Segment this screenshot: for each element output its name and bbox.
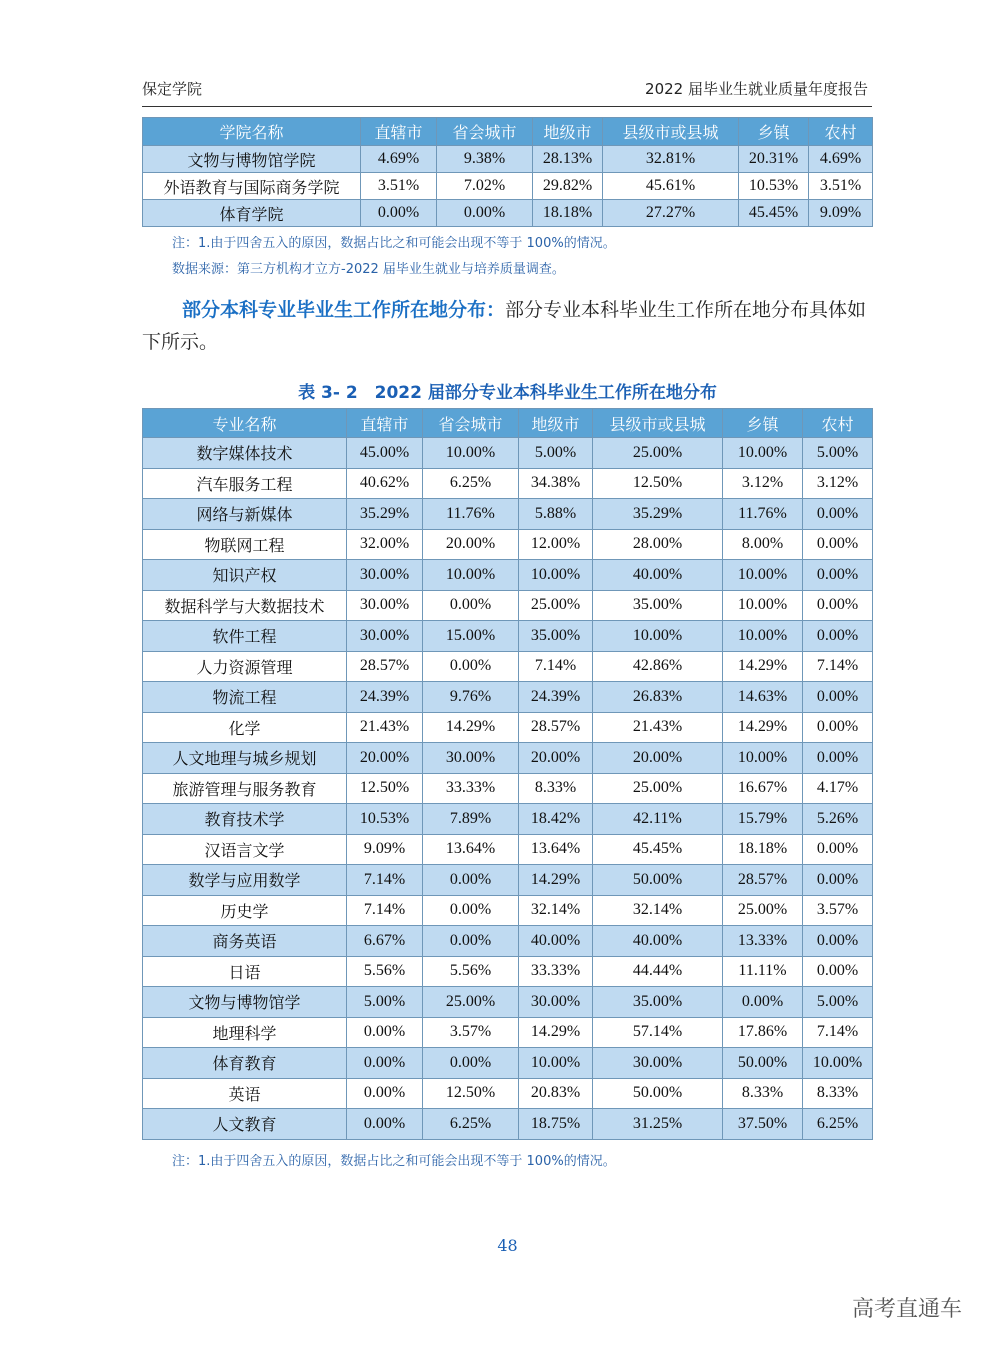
value-cell: 0.00% — [423, 590, 519, 621]
column-header: 省会城市 — [437, 118, 533, 146]
row-label-cell: 化学 — [143, 712, 347, 743]
value-cell: 13.64% — [423, 834, 519, 865]
value-cell: 0.00% — [723, 987, 803, 1018]
column-header: 直辖市 — [361, 118, 437, 146]
value-cell: 35.00% — [519, 621, 593, 652]
value-cell: 5.56% — [347, 956, 423, 987]
value-cell: 7.14% — [519, 651, 593, 682]
value-cell: 10.53% — [347, 804, 423, 835]
value-cell: 40.00% — [593, 560, 723, 591]
table-note: 注：1.由于四舍五入的原因，数据占比之和可能会出现不等于 100%的情况。 — [172, 236, 616, 251]
row-label-cell: 英语 — [143, 1078, 347, 1109]
value-cell: 26.83% — [593, 682, 723, 713]
value-cell: 25.00% — [423, 987, 519, 1018]
row-label-cell: 历史学 — [143, 895, 347, 926]
value-cell: 15.00% — [423, 621, 519, 652]
value-cell: 45.45% — [593, 834, 723, 865]
value-cell: 4.69% — [809, 146, 873, 173]
table-row — [143, 1109, 873, 1140]
row-label-cell: 汉语言文学 — [143, 834, 347, 865]
value-cell: 0.00% — [803, 529, 873, 560]
row-label-cell: 物流工程 — [143, 682, 347, 713]
value-cell: 3.51% — [361, 173, 437, 200]
column-header: 地级市 — [533, 118, 603, 146]
value-cell: 30.00% — [519, 987, 593, 1018]
table-row — [143, 895, 873, 926]
header-report-title: 2022 届毕业生就业质量年度报告 — [645, 80, 868, 98]
table-row — [143, 773, 873, 804]
column-header: 地级市 — [519, 409, 593, 438]
page-number: 48 — [497, 1236, 518, 1255]
data-source-note: 数据来源：第三方机构才立方-2022 届毕业生就业与培养质量调查。 — [172, 262, 565, 277]
column-header: 县级市或县城 — [593, 409, 723, 438]
table-row — [143, 682, 873, 713]
value-cell: 0.00% — [803, 926, 873, 957]
value-cell: 20.00% — [593, 743, 723, 774]
value-cell: 28.00% — [593, 529, 723, 560]
watermark: 高考直通车 — [851, 1297, 962, 1322]
value-cell: 45.00% — [347, 438, 423, 469]
row-label-cell: 旅游管理与服务教育 — [143, 773, 347, 804]
value-cell: 20.00% — [423, 529, 519, 560]
value-cell: 24.39% — [347, 682, 423, 713]
value-cell: 30.00% — [347, 621, 423, 652]
column-header: 省会城市 — [423, 409, 519, 438]
value-cell: 40.00% — [519, 926, 593, 957]
value-cell: 0.00% — [803, 834, 873, 865]
value-cell: 9.38% — [437, 146, 533, 173]
value-cell: 0.00% — [361, 200, 437, 227]
value-cell: 12.50% — [423, 1078, 519, 1109]
row-label-cell: 外语教育与国际商务学院 — [143, 173, 361, 200]
paragraph-lead: 部分本科专业毕业生工作所在地分布： — [182, 299, 506, 321]
value-cell: 10.00% — [723, 438, 803, 469]
value-cell: 3.57% — [423, 1017, 519, 1048]
column-header: 县级市或县城 — [603, 118, 739, 146]
college-location-table — [142, 117, 873, 227]
column-header: 农村 — [809, 118, 873, 146]
value-cell: 5.00% — [803, 987, 873, 1018]
value-cell: 18.18% — [533, 200, 603, 227]
row-label-cell: 地理科学 — [143, 1017, 347, 1048]
table-header-row — [143, 409, 873, 438]
value-cell: 0.00% — [803, 499, 873, 530]
value-cell: 0.00% — [803, 743, 873, 774]
value-cell: 0.00% — [803, 621, 873, 652]
value-cell: 11.76% — [723, 499, 803, 530]
value-cell: 35.29% — [593, 499, 723, 530]
table-row — [143, 1048, 873, 1079]
header-school-name: 保定学院 — [142, 80, 203, 98]
value-cell: 29.82% — [533, 173, 603, 200]
value-cell: 45.61% — [603, 173, 739, 200]
value-cell: 30.00% — [423, 743, 519, 774]
value-cell: 32.81% — [603, 146, 739, 173]
value-cell: 6.25% — [423, 468, 519, 499]
value-cell: 5.00% — [519, 438, 593, 469]
table-row — [143, 865, 873, 896]
value-cell: 8.33% — [519, 773, 593, 804]
value-cell: 10.53% — [739, 173, 809, 200]
value-cell: 20.00% — [347, 743, 423, 774]
row-label-cell: 知识产权 — [143, 560, 347, 591]
table-row — [143, 804, 873, 835]
table-row — [143, 468, 873, 499]
value-cell: 7.02% — [437, 173, 533, 200]
value-cell: 25.00% — [593, 773, 723, 804]
value-cell: 33.33% — [423, 773, 519, 804]
value-cell: 25.00% — [723, 895, 803, 926]
table-row — [143, 956, 873, 987]
header-divider — [142, 106, 872, 107]
value-cell: 28.13% — [533, 146, 603, 173]
value-cell: 12.50% — [347, 773, 423, 804]
table-row — [143, 499, 873, 530]
value-cell: 9.09% — [347, 834, 423, 865]
value-cell: 10.00% — [723, 560, 803, 591]
row-label-cell: 人文教育 — [143, 1109, 347, 1140]
value-cell: 0.00% — [423, 651, 519, 682]
row-label-cell: 软件工程 — [143, 621, 347, 652]
value-cell: 14.63% — [723, 682, 803, 713]
row-label-cell: 体育教育 — [143, 1048, 347, 1079]
value-cell: 0.00% — [803, 590, 873, 621]
value-cell: 16.67% — [723, 773, 803, 804]
value-cell: 11.76% — [423, 499, 519, 530]
row-label-cell: 文物与博物馆学院 — [143, 146, 361, 173]
value-cell: 12.00% — [519, 529, 593, 560]
value-cell: 31.25% — [593, 1109, 723, 1140]
table-row — [143, 621, 873, 652]
table-row — [143, 987, 873, 1018]
value-cell: 6.25% — [423, 1109, 519, 1140]
value-cell: 37.50% — [723, 1109, 803, 1140]
row-label-cell: 数字媒体技术 — [143, 438, 347, 469]
table-row — [143, 146, 873, 173]
value-cell: 40.62% — [347, 468, 423, 499]
value-cell: 0.00% — [347, 1109, 423, 1140]
row-label-cell: 日语 — [143, 956, 347, 987]
value-cell: 57.14% — [593, 1017, 723, 1048]
value-cell: 28.57% — [519, 712, 593, 743]
row-label-cell: 汽车服务工程 — [143, 468, 347, 499]
table-row — [143, 1017, 873, 1048]
value-cell: 17.86% — [723, 1017, 803, 1048]
value-cell: 7.14% — [347, 895, 423, 926]
value-cell: 45.45% — [739, 200, 809, 227]
value-cell: 10.00% — [723, 621, 803, 652]
value-cell: 21.43% — [347, 712, 423, 743]
value-cell: 7.14% — [803, 1017, 873, 1048]
table-row — [143, 834, 873, 865]
value-cell: 10.00% — [423, 560, 519, 591]
value-cell: 42.86% — [593, 651, 723, 682]
value-cell: 14.29% — [723, 651, 803, 682]
value-cell: 32.14% — [519, 895, 593, 926]
column-header: 乡镇 — [739, 118, 809, 146]
value-cell: 0.00% — [423, 895, 519, 926]
table-row — [143, 651, 873, 682]
value-cell: 10.00% — [723, 590, 803, 621]
row-label-cell: 教育技术学 — [143, 804, 347, 835]
table-row — [143, 560, 873, 591]
row-label-cell: 商务英语 — [143, 926, 347, 957]
value-cell: 35.29% — [347, 499, 423, 530]
value-cell: 20.83% — [519, 1078, 593, 1109]
value-cell: 7.14% — [803, 651, 873, 682]
column-header: 专业名称 — [143, 409, 347, 438]
value-cell: 18.75% — [519, 1109, 593, 1140]
value-cell: 35.00% — [593, 590, 723, 621]
value-cell: 0.00% — [803, 682, 873, 713]
column-header: 乡镇 — [723, 409, 803, 438]
table-row — [143, 926, 873, 957]
value-cell: 20.31% — [739, 146, 809, 173]
value-cell: 18.18% — [723, 834, 803, 865]
column-header: 农村 — [803, 409, 873, 438]
value-cell: 0.00% — [347, 1048, 423, 1079]
value-cell: 24.39% — [519, 682, 593, 713]
value-cell: 32.00% — [347, 529, 423, 560]
value-cell: 27.27% — [603, 200, 739, 227]
value-cell: 14.29% — [723, 712, 803, 743]
value-cell: 20.00% — [519, 743, 593, 774]
value-cell: 5.00% — [803, 438, 873, 469]
section-paragraph — [142, 294, 877, 358]
row-label-cell: 数学与应用数学 — [143, 865, 347, 896]
table-row — [143, 1078, 873, 1109]
value-cell: 10.00% — [423, 438, 519, 469]
value-cell: 40.00% — [593, 926, 723, 957]
major-location-table — [142, 408, 873, 1140]
value-cell: 35.00% — [593, 987, 723, 1018]
value-cell: 13.33% — [723, 926, 803, 957]
value-cell: 50.00% — [723, 1048, 803, 1079]
table-row — [143, 438, 873, 469]
value-cell: 25.00% — [593, 438, 723, 469]
value-cell: 30.00% — [347, 590, 423, 621]
value-cell: 28.57% — [347, 651, 423, 682]
value-cell: 10.00% — [723, 743, 803, 774]
value-cell: 5.26% — [803, 804, 873, 835]
value-cell: 8.00% — [723, 529, 803, 560]
value-cell: 0.00% — [347, 1078, 423, 1109]
value-cell: 0.00% — [803, 956, 873, 987]
value-cell: 30.00% — [593, 1048, 723, 1079]
value-cell: 14.29% — [519, 1017, 593, 1048]
value-cell: 0.00% — [803, 560, 873, 591]
value-cell: 0.00% — [423, 865, 519, 896]
value-cell: 34.38% — [519, 468, 593, 499]
table-row — [143, 200, 873, 227]
table-caption: 表 3- 2 2022 届部分专业本科毕业生工作所在地分布 — [298, 383, 717, 403]
value-cell: 6.67% — [347, 926, 423, 957]
value-cell: 7.14% — [347, 865, 423, 896]
column-header: 学院名称 — [143, 118, 361, 146]
value-cell: 32.14% — [593, 895, 723, 926]
row-label-cell: 物联网工程 — [143, 529, 347, 560]
row-label-cell: 体育学院 — [143, 200, 361, 227]
value-cell: 28.57% — [723, 865, 803, 896]
value-cell: 0.00% — [803, 865, 873, 896]
row-label-cell: 网络与新媒体 — [143, 499, 347, 530]
column-header: 直辖市 — [347, 409, 423, 438]
value-cell: 10.00% — [519, 560, 593, 591]
value-cell: 5.56% — [423, 956, 519, 987]
value-cell: 8.33% — [723, 1078, 803, 1109]
value-cell: 3.12% — [723, 468, 803, 499]
value-cell: 42.11% — [593, 804, 723, 835]
value-cell: 5.88% — [519, 499, 593, 530]
value-cell: 25.00% — [519, 590, 593, 621]
value-cell: 0.00% — [437, 200, 533, 227]
row-label-cell: 数据科学与大数据技术 — [143, 590, 347, 621]
value-cell: 13.64% — [519, 834, 593, 865]
value-cell: 9.76% — [423, 682, 519, 713]
value-cell: 44.44% — [593, 956, 723, 987]
value-cell: 12.50% — [593, 468, 723, 499]
value-cell: 7.89% — [423, 804, 519, 835]
value-cell: 4.17% — [803, 773, 873, 804]
value-cell: 3.57% — [803, 895, 873, 926]
value-cell: 10.00% — [519, 1048, 593, 1079]
value-cell: 15.79% — [723, 804, 803, 835]
table-row — [143, 173, 873, 200]
row-label-cell: 人力资源管理 — [143, 651, 347, 682]
value-cell: 10.00% — [803, 1048, 873, 1079]
value-cell: 30.00% — [347, 560, 423, 591]
row-label-cell: 人文地理与城乡规划 — [143, 743, 347, 774]
value-cell: 0.00% — [423, 1048, 519, 1079]
value-cell: 33.33% — [519, 956, 593, 987]
table-note: 注：1.由于四舍五入的原因，数据占比之和可能会出现不等于 100%的情况。 — [172, 1154, 616, 1169]
value-cell: 9.09% — [809, 200, 873, 227]
value-cell: 21.43% — [593, 712, 723, 743]
value-cell: 6.25% — [803, 1109, 873, 1140]
value-cell: 50.00% — [593, 865, 723, 896]
value-cell: 4.69% — [361, 146, 437, 173]
table-row — [143, 590, 873, 621]
row-label-cell: 文物与博物馆学 — [143, 987, 347, 1018]
value-cell: 3.51% — [809, 173, 873, 200]
table-header-row — [143, 118, 873, 146]
value-cell: 5.00% — [347, 987, 423, 1018]
paragraph-text: 部分专业本科毕业生工作所在地分布具体如下所示。 — [142, 299, 867, 353]
table-row — [143, 712, 873, 743]
table-row — [143, 529, 873, 560]
value-cell: 8.33% — [803, 1078, 873, 1109]
value-cell: 0.00% — [423, 926, 519, 957]
value-cell: 10.00% — [593, 621, 723, 652]
value-cell: 50.00% — [593, 1078, 723, 1109]
value-cell: 0.00% — [803, 712, 873, 743]
value-cell: 3.12% — [803, 468, 873, 499]
value-cell: 0.00% — [347, 1017, 423, 1048]
value-cell: 11.11% — [723, 956, 803, 987]
value-cell: 14.29% — [423, 712, 519, 743]
table-row — [143, 743, 873, 774]
value-cell: 14.29% — [519, 865, 593, 896]
value-cell: 18.42% — [519, 804, 593, 835]
